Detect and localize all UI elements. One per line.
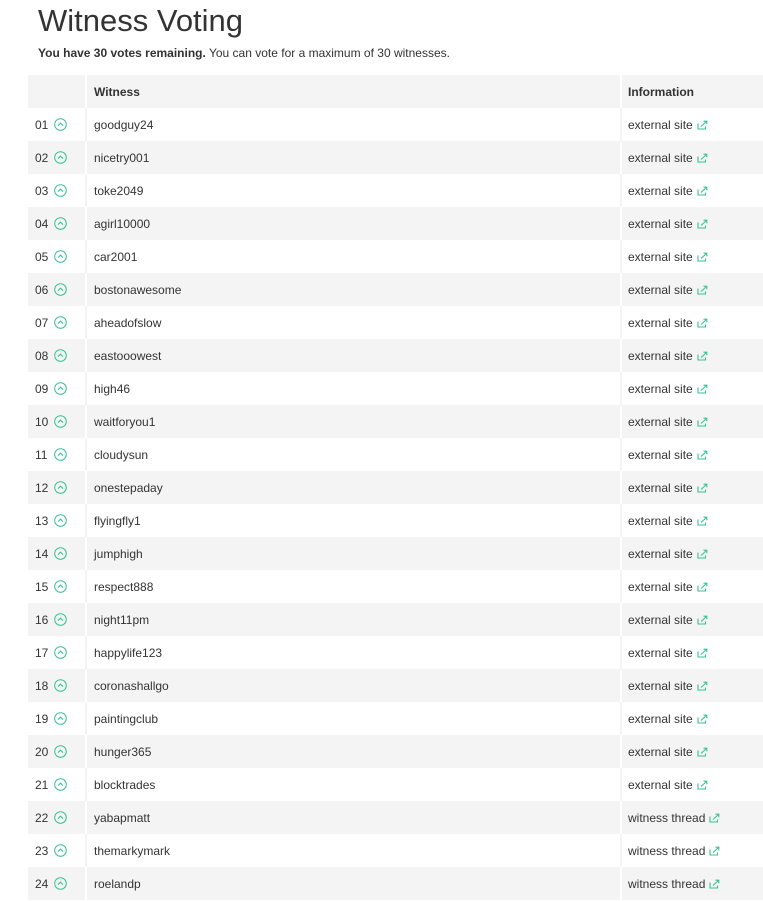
table-row [28, 273, 763, 306]
external-link-icon [697, 252, 708, 262]
witness-name: onestepaday [85, 471, 620, 504]
upvote-chevron-icon[interactable] [54, 547, 67, 560]
information-link-label: witness thread [628, 810, 706, 825]
upvote-chevron-icon[interactable] [54, 316, 67, 329]
information-link[interactable] [628, 349, 708, 363]
information-cell [620, 438, 763, 471]
upvote-chevron-icon[interactable] [54, 217, 67, 230]
rank-cell [28, 514, 85, 528]
rank-cell [28, 118, 85, 132]
information-cell [620, 240, 763, 273]
information-cell [620, 339, 763, 372]
upvote-chevron-icon[interactable] [54, 580, 67, 593]
information-link[interactable] [628, 448, 708, 462]
information-cell [620, 108, 763, 141]
information-link-label: external site [628, 249, 693, 264]
table-row [28, 702, 763, 735]
information-cell [620, 867, 763, 900]
rank-cell [28, 580, 85, 594]
external-link-icon [697, 681, 708, 691]
table-row [28, 504, 763, 537]
external-link-icon [697, 351, 708, 361]
witness-name: waitforyou1 [85, 405, 620, 438]
table-row [28, 108, 763, 141]
rank-cell [28, 745, 85, 759]
information-cell [620, 273, 763, 306]
external-link-icon [697, 648, 708, 658]
rank-number: 12 [35, 480, 49, 495]
rank-cell [28, 613, 85, 627]
upvote-chevron-icon[interactable] [54, 613, 67, 626]
external-link-icon [697, 285, 708, 295]
rank-number: 01 [35, 117, 49, 132]
information-link[interactable] [628, 580, 708, 594]
votes-remaining-text [38, 45, 450, 61]
rank-number: 10 [35, 414, 49, 429]
rank-number: 22 [35, 810, 49, 825]
information-link[interactable] [628, 415, 708, 429]
rank-number: 17 [35, 645, 49, 660]
rank-number: 11 [35, 447, 48, 462]
upvote-chevron-icon[interactable] [54, 679, 67, 692]
table-row [28, 867, 763, 900]
rank-cell [28, 316, 85, 330]
table-row [28, 339, 763, 372]
rank-number: 03 [35, 183, 49, 198]
rank-cell [28, 415, 85, 429]
information-link-label: external site [628, 282, 693, 297]
information-link[interactable] [628, 877, 720, 891]
rank-cell [28, 481, 85, 495]
upvote-chevron-icon[interactable] [54, 382, 67, 395]
information-link-label: witness thread [628, 876, 706, 891]
external-link-icon [697, 516, 708, 526]
information-link[interactable] [628, 547, 708, 561]
table-row [28, 405, 763, 438]
table-row [28, 735, 763, 768]
information-link[interactable] [628, 514, 708, 528]
external-link-icon [697, 318, 708, 328]
witness-name: yabapmatt [85, 801, 620, 834]
information-link-label: external site [628, 546, 693, 561]
witness-name: nicetry001 [85, 141, 620, 174]
witness-name: aheadofslow [85, 306, 620, 339]
information-link-label: external site [628, 777, 693, 792]
information-cell [620, 669, 763, 702]
information-link-label: external site [628, 480, 693, 495]
information-link[interactable] [628, 316, 708, 330]
witness-table [28, 75, 763, 900]
information-cell [620, 537, 763, 570]
information-link-label: external site [628, 612, 693, 627]
rank-number: 21 [35, 777, 49, 792]
rank-cell [28, 217, 85, 231]
witness-name: night11pm [85, 603, 620, 636]
table-row [28, 240, 763, 273]
information-link[interactable] [628, 778, 708, 792]
rank-cell [28, 448, 85, 462]
rank-number: 07 [35, 315, 49, 330]
information-link-label: witness thread [628, 843, 706, 858]
information-link[interactable] [628, 712, 708, 726]
rank-number: 23 [35, 843, 49, 858]
upvote-chevron-icon[interactable] [54, 811, 67, 824]
external-link-icon [697, 417, 708, 427]
rank-number: 08 [35, 348, 49, 363]
external-link-icon [709, 879, 720, 889]
information-link[interactable] [628, 283, 708, 297]
information-link-label: external site [628, 513, 693, 528]
external-link-icon [697, 153, 708, 163]
rank-cell [28, 349, 85, 363]
information-link-label: external site [628, 150, 693, 165]
witness-name: happylife123 [85, 636, 620, 669]
witness-name: paintingclub [85, 702, 620, 735]
page-title: Witness Voting [38, 3, 244, 38]
upvote-chevron-icon[interactable] [54, 415, 67, 428]
votes-max-text: You can vote for a maximum of 30 witnesses. [205, 46, 450, 60]
table-row [28, 537, 763, 570]
rank-cell [28, 712, 85, 726]
witness-header: Witness [85, 75, 620, 108]
information-cell [620, 801, 763, 834]
rank-number: 20 [35, 744, 49, 759]
information-link[interactable] [628, 646, 708, 660]
external-link-icon [697, 747, 708, 757]
rank-number: 06 [35, 282, 49, 297]
information-link-label: external site [628, 315, 693, 330]
rank-number: 16 [35, 612, 49, 627]
information-link-label: external site [628, 348, 693, 363]
witness-name: coronashallgo [85, 669, 620, 702]
information-link-label: external site [628, 117, 693, 132]
information-link-label: external site [628, 414, 693, 429]
external-link-icon [697, 582, 708, 592]
upvote-chevron-icon[interactable] [54, 646, 67, 659]
rank-cell [28, 250, 85, 264]
table-row [28, 438, 763, 471]
witness-name: bostonawesome [85, 273, 620, 306]
rank-number: 14 [35, 546, 49, 561]
information-link-label: external site [628, 678, 693, 693]
rank-number: 19 [35, 711, 49, 726]
upvote-chevron-icon[interactable] [54, 151, 67, 164]
table-row [28, 801, 763, 834]
information-link[interactable] [628, 811, 720, 825]
information-cell [620, 207, 763, 240]
witness-name: hunger365 [85, 735, 620, 768]
rank-number: 13 [35, 513, 49, 528]
rank-cell [28, 844, 85, 858]
rank-cell [28, 811, 85, 825]
external-link-icon [697, 615, 708, 625]
upvote-chevron-icon[interactable] [54, 250, 67, 263]
table-row [28, 669, 763, 702]
rank-cell [28, 877, 85, 891]
information-cell [620, 405, 763, 438]
upvote-chevron-icon[interactable] [54, 448, 67, 461]
upvote-chevron-icon[interactable] [54, 877, 67, 890]
rank-number: 04 [35, 216, 49, 231]
information-link[interactable] [628, 250, 708, 264]
votes-remaining-bold: You have 30 votes remaining. [38, 46, 206, 60]
upvote-chevron-icon[interactable] [54, 349, 67, 362]
external-link-icon [709, 813, 720, 823]
rank-number: 15 [35, 579, 49, 594]
rank-number: 24 [35, 876, 49, 891]
witness-name: toke2049 [85, 174, 620, 207]
information-link[interactable] [628, 184, 708, 198]
rank-cell [28, 679, 85, 693]
external-link-icon [697, 219, 708, 229]
upvote-chevron-icon[interactable] [54, 712, 67, 725]
rank-cell [28, 547, 85, 561]
upvote-chevron-icon[interactable] [54, 481, 67, 494]
external-link-icon [709, 846, 720, 856]
witness-name: car2001 [85, 240, 620, 273]
external-link-icon [697, 780, 708, 790]
table-row [28, 174, 763, 207]
rank-number: 18 [35, 678, 49, 693]
witness-name: cloudysun [85, 438, 620, 471]
rank-cell [28, 778, 85, 792]
information-header: Information [620, 75, 763, 108]
witness-name: themarkymark [85, 834, 620, 867]
upvote-chevron-icon[interactable] [54, 283, 67, 296]
rank-number: 02 [35, 150, 49, 165]
external-link-icon [697, 384, 708, 394]
upvote-chevron-icon[interactable] [54, 514, 67, 527]
information-link[interactable] [628, 151, 708, 165]
information-link[interactable] [628, 481, 708, 495]
upvote-chevron-icon[interactable] [54, 745, 67, 758]
information-link-label: external site [628, 645, 693, 660]
external-link-icon [697, 186, 708, 196]
information-cell [620, 636, 763, 669]
information-cell [620, 471, 763, 504]
information-link-label: external site [628, 183, 693, 198]
witness-name: agirl10000 [85, 207, 620, 240]
information-cell [620, 174, 763, 207]
external-link-icon [697, 483, 708, 493]
witness-name: roelandp [85, 867, 620, 900]
table-row [28, 603, 763, 636]
information-cell [620, 768, 763, 801]
information-link[interactable] [628, 118, 708, 132]
upvote-chevron-icon[interactable] [54, 184, 67, 197]
rank-number: 05 [35, 249, 49, 264]
table-row [28, 207, 763, 240]
information-cell [620, 834, 763, 867]
information-cell [620, 504, 763, 537]
upvote-chevron-icon[interactable] [54, 118, 67, 131]
table-body [28, 108, 763, 900]
table-row [28, 306, 763, 339]
rank-number: 09 [35, 381, 49, 396]
table-row [28, 570, 763, 603]
information-cell [620, 141, 763, 174]
witness-name: blocktrades [85, 768, 620, 801]
external-link-icon [697, 450, 708, 460]
table-header [28, 75, 763, 108]
witness-name: eastooowest [85, 339, 620, 372]
external-link-icon [697, 714, 708, 724]
external-link-icon [697, 120, 708, 130]
rank-cell [28, 151, 85, 165]
information-link-label: external site [628, 579, 693, 594]
witness-name: high46 [85, 372, 620, 405]
upvote-chevron-icon[interactable] [54, 778, 67, 791]
witness-name: jumphigh [85, 537, 620, 570]
information-link[interactable] [628, 679, 708, 693]
information-link-label: external site [628, 381, 693, 396]
information-link-label: external site [628, 711, 693, 726]
information-cell [620, 306, 763, 339]
witness-name: goodguy24 [85, 108, 620, 141]
information-cell [620, 735, 763, 768]
information-link[interactable] [628, 844, 720, 858]
table-row [28, 471, 763, 504]
information-cell [620, 603, 763, 636]
table-row [28, 636, 763, 669]
information-link-label: external site [628, 216, 693, 231]
rank-cell [28, 646, 85, 660]
table-row [28, 372, 763, 405]
table-row [28, 141, 763, 174]
information-cell [620, 570, 763, 603]
witness-name: flyingfly1 [85, 504, 620, 537]
information-link-label: external site [628, 447, 693, 462]
information-link[interactable] [628, 382, 708, 396]
rank-cell [28, 283, 85, 297]
rank-cell [28, 382, 85, 396]
information-link[interactable] [628, 217, 708, 231]
information-link[interactable] [628, 613, 708, 627]
table-row [28, 768, 763, 801]
information-link-label: external site [628, 744, 693, 759]
information-cell [620, 372, 763, 405]
rank-cell [28, 184, 85, 198]
information-link[interactable] [628, 745, 708, 759]
witness-name: respect888 [85, 570, 620, 603]
upvote-chevron-icon[interactable] [54, 844, 67, 857]
table-row [28, 834, 763, 867]
information-cell [620, 702, 763, 735]
external-link-icon [697, 549, 708, 559]
